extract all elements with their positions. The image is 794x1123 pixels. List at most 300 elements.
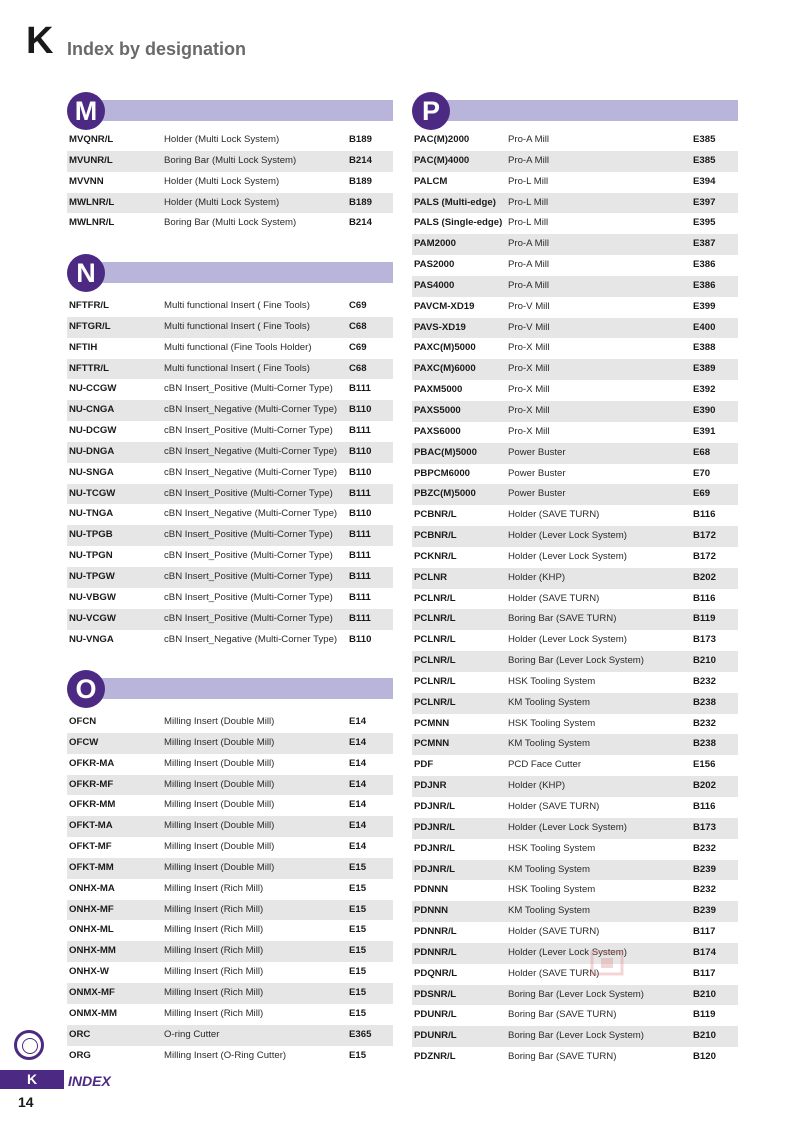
designation-cell: PDQNR/L: [414, 967, 458, 979]
name-cell: Pro-V Mill: [508, 321, 550, 333]
designation-cell: ONHX-MM: [69, 945, 116, 957]
table-row: [412, 776, 738, 797]
table-row: [412, 255, 738, 276]
designation-cell: PAS2000: [414, 259, 455, 271]
designation-cell: ORG: [69, 1049, 91, 1061]
page-ref-cell: E390: [693, 404, 716, 416]
designation-cell: PALS (Single-edge): [414, 217, 503, 229]
table-row: [412, 464, 738, 485]
table-row: [67, 400, 393, 421]
table-row: [67, 816, 393, 837]
name-cell: Milling Insert (Double Mill): [164, 861, 275, 873]
table-row: [67, 1046, 393, 1067]
name-cell: cBN Insert_Positive (Multi-Corner Type): [164, 591, 333, 603]
page-ref-cell: E69: [693, 488, 711, 500]
name-cell: Power Buster: [508, 488, 566, 500]
table-row: [412, 630, 738, 651]
designation-cell: PAC(M)4000: [414, 154, 470, 166]
name-cell: Holder (Lever Lock System): [508, 946, 627, 958]
name-cell: cBN Insert_Negative (Multi-Corner Type): [164, 508, 338, 520]
page-ref-cell: E365: [349, 1028, 372, 1040]
page-ref-cell: B111: [349, 383, 371, 395]
page-ref-cell: B210: [693, 655, 716, 667]
designation-cell: PDJNR: [414, 780, 447, 792]
designation-cell: PCMNN: [414, 738, 450, 750]
name-cell: Pro-A Mill: [508, 238, 550, 250]
designation-cell: PBPCM6000: [414, 467, 470, 479]
name-cell: Pro-A Mill: [508, 134, 550, 145]
designation-cell: MVUNR/L: [69, 154, 113, 166]
page-ref-cell: B111: [349, 550, 371, 562]
page-ref-cell: B189: [349, 175, 372, 187]
name-cell: Multi functional Insert ( Fine Tools): [164, 362, 310, 374]
table-row: [412, 985, 738, 1006]
name-cell: Pro-X Mill: [508, 342, 550, 354]
table-row: [412, 359, 738, 380]
table-row: [412, 443, 738, 464]
designation-cell: PAVS-XD19: [414, 321, 466, 333]
page-ref-cell: B120: [693, 1051, 716, 1063]
name-cell: Pro-A Mill: [508, 154, 550, 166]
chapter-letter: K: [26, 20, 54, 62]
table-row: [412, 797, 738, 818]
name-cell: PCD Face Cutter: [508, 759, 582, 771]
table-row: [67, 1025, 393, 1046]
designation-cell: PCLNR: [414, 571, 448, 583]
name-cell: Holder (SAVE TURN): [508, 926, 600, 938]
section-letter-badge: P: [412, 92, 450, 130]
name-cell: cBN Insert_Positive (Multi-Corner Type): [164, 550, 333, 562]
name-cell: Pro-X Mill: [508, 404, 550, 416]
designation-cell: PDJNR/L: [414, 801, 456, 812]
page-ref-cell: E395: [693, 217, 716, 229]
designation-cell: NFTIH: [69, 341, 98, 353]
designation-cell: MWLNR/L: [69, 217, 115, 229]
page-ref-cell: E388: [693, 342, 716, 354]
page-ref-cell: B111: [349, 570, 371, 582]
name-cell: cBN Insert_Negative (Multi-Corner Type): [164, 445, 338, 457]
table-row: [412, 734, 738, 755]
name-cell: Boring Bar (SAVE TURN): [508, 1009, 617, 1021]
page-ref-cell: B189: [349, 196, 372, 208]
name-cell: Pro-L Mill: [508, 217, 549, 229]
name-cell: Milling Insert (Rich Mill): [164, 945, 264, 957]
designation-cell: NU-TPGN: [69, 550, 113, 562]
designation-cell: NU-CNGA: [69, 404, 115, 416]
name-cell: HSK Tooling System: [508, 675, 596, 687]
name-cell: cBN Insert_Negative (Multi-Corner Type): [164, 633, 338, 645]
designation-cell: NU-DNGA: [69, 445, 115, 457]
designation-cell: PCLNR/L: [414, 613, 456, 625]
designation-cell: MVVNN: [69, 175, 104, 187]
designation-cell: MWLNR/L: [69, 196, 115, 208]
table-row: [67, 588, 393, 609]
table-row: [67, 567, 393, 588]
designation-cell: PAXS5000: [414, 404, 461, 416]
designation-cell: PALS (Multi-edge): [414, 196, 496, 208]
page-ref-cell: B232: [693, 675, 716, 687]
table-row: [412, 1005, 738, 1026]
name-cell: Milling Insert (Double Mill): [164, 778, 275, 790]
page-ref-cell: B111: [349, 487, 371, 499]
name-cell: Holder (Lever Lock System): [508, 821, 627, 833]
name-cell: Pro-X Mill: [508, 425, 550, 437]
table-row: [412, 1026, 738, 1047]
table-row: [67, 463, 393, 484]
table-row: [67, 379, 393, 400]
designation-cell: ORC: [69, 1028, 91, 1040]
name-cell: Power Buster: [508, 446, 566, 458]
table-row: [67, 525, 393, 546]
section-bar: [85, 100, 393, 121]
table-row: [412, 943, 738, 964]
name-cell: HSK Tooling System: [508, 884, 596, 896]
designation-cell: PAXS6000: [414, 425, 461, 437]
table-row: [67, 609, 393, 630]
page-title: Index by designation: [67, 39, 247, 59]
designation-cell: ONHX-W: [69, 966, 109, 978]
page-ref-cell: B202: [693, 571, 716, 583]
table-row: [67, 983, 393, 1004]
page-ref-cell: B173: [693, 821, 716, 833]
name-cell: cBN Insert_Positive (Multi-Corner Type): [164, 383, 333, 395]
name-cell: Milling Insert (Rich Mill): [164, 986, 264, 998]
page-ref-cell: B214: [349, 154, 372, 166]
designation-cell: NFTGR/L: [69, 320, 111, 332]
page-ref-cell: B239: [693, 863, 716, 875]
table-row: [412, 318, 738, 339]
index-tab-ring: [14, 1030, 44, 1060]
page-ref-cell: B232: [693, 842, 716, 854]
index-tab-letter: K: [0, 1070, 64, 1089]
table-row: [412, 880, 738, 901]
name-cell: Boring Bar (SAVE TURN): [508, 613, 617, 625]
name-cell: Pro-A Mill: [508, 279, 550, 291]
table-row: [67, 630, 393, 651]
table-row: [412, 609, 738, 630]
page-ref-cell: E14: [349, 841, 367, 853]
page-ref-cell: E15: [349, 861, 367, 873]
table-row: [412, 213, 738, 234]
designation-cell: PBZC(M)5000: [414, 488, 476, 500]
name-cell: Pro-X Mill: [508, 384, 550, 396]
page-ref-cell: B119: [693, 1009, 716, 1021]
page-ref-cell: B173: [693, 634, 716, 646]
page-ref-cell: E15: [349, 966, 367, 978]
table-row: [67, 193, 393, 214]
page-ref-cell: E385: [693, 134, 716, 145]
table-row: [67, 546, 393, 567]
section-bar: [85, 262, 393, 283]
table-row: [412, 297, 738, 318]
table-row: [412, 922, 738, 943]
table-row: [67, 1004, 393, 1025]
designation-cell: PAM2000: [414, 238, 456, 250]
page-ref-cell: B189: [349, 134, 372, 145]
page-ref-cell: B111: [349, 591, 371, 603]
designation-cell: OFKT-MA: [69, 820, 113, 832]
designation-cell: PCLNR/L: [414, 634, 456, 646]
section-letter-badge: M: [67, 92, 105, 130]
name-cell: Milling Insert (Double Mill): [164, 716, 275, 727]
section-rows-p: [412, 130, 738, 1068]
table-row: [67, 442, 393, 463]
designation-cell: ONMX-MM: [69, 1007, 117, 1019]
page-ref-cell: B110: [349, 508, 372, 520]
name-cell: HSK Tooling System: [508, 842, 596, 854]
index-tab-label: INDEX: [68, 1073, 111, 1089]
section-rows-m: [67, 130, 393, 234]
name-cell: Holder (SAVE TURN): [508, 592, 600, 604]
page-ref-cell: B214: [349, 217, 372, 229]
table-row: [412, 526, 738, 547]
name-cell: Boring Bar (SAVE TURN): [508, 1051, 617, 1063]
table-row: [412, 901, 738, 922]
name-cell: Multi functional (Fine Tools Holder): [164, 341, 312, 353]
section-rows-n: [67, 296, 393, 650]
designation-cell: MVQNR/L: [69, 134, 114, 145]
page-ref-cell: E399: [693, 300, 716, 312]
table-row: [67, 421, 393, 442]
name-cell: Holder (Multi Lock System): [164, 134, 280, 145]
designation-cell: PDNNR/L: [414, 946, 457, 958]
page-ref-cell: B116: [693, 592, 716, 604]
designation-cell: PDUNR/L: [414, 1030, 457, 1042]
designation-cell: PALCM: [414, 175, 448, 187]
table-row: [67, 130, 393, 151]
designation-cell: PDJNR/L: [414, 821, 456, 833]
page-ref-cell: B110: [349, 404, 372, 416]
name-cell: Holder (KHP): [508, 571, 566, 583]
table-row: [67, 296, 393, 317]
name-cell: cBN Insert_Positive (Multi-Corner Type): [164, 612, 333, 624]
name-cell: Pro-A Mill: [508, 259, 550, 271]
designation-cell: OFKT-MM: [69, 861, 114, 873]
designation-cell: NU-TPGB: [69, 529, 113, 541]
section-bar: [85, 678, 393, 699]
designation-cell: NU-TPGW: [69, 570, 115, 582]
designation-cell: PAXC(M)6000: [414, 363, 476, 375]
name-cell: Milling Insert (Double Mill): [164, 736, 275, 748]
page-ref-cell: E70: [693, 467, 711, 479]
page-ref-cell: B111: [349, 425, 371, 437]
name-cell: cBN Insert_Positive (Multi-Corner Type): [164, 570, 333, 582]
designation-cell: PCLNR/L: [414, 592, 456, 604]
name-cell: Boring Bar (Multi Lock System): [164, 154, 297, 166]
name-cell: Milling Insert (Rich Mill): [164, 1007, 264, 1019]
page-ref-cell: E15: [349, 986, 367, 998]
designation-cell: OFKR-MA: [69, 757, 115, 769]
page-ref-cell: E14: [349, 757, 367, 769]
designation-cell: PAXM5000: [414, 384, 463, 396]
page-ref-cell: E15: [349, 924, 367, 936]
page-ref-cell: B110: [349, 466, 372, 478]
designation-cell: NU-TNGA: [69, 508, 114, 520]
page-ref-cell: B238: [693, 696, 716, 708]
page-ref-cell: E15: [349, 903, 367, 915]
designation-cell: PCBNR/L: [414, 530, 457, 542]
designation-cell: NFTFR/L: [69, 300, 109, 311]
name-cell: Milling Insert (Rich Mill): [164, 903, 264, 915]
name-cell: cBN Insert_Positive (Multi-Corner Type): [164, 487, 333, 499]
name-cell: KM Tooling System: [508, 696, 590, 708]
name-cell: Milling Insert (Double Mill): [164, 799, 275, 811]
page-ref-cell: B116: [693, 801, 716, 812]
name-cell: Pro-L Mill: [508, 175, 549, 187]
name-cell: Multi functional Insert ( Fine Tools): [164, 300, 310, 311]
designation-cell: PAVCM-XD19: [414, 300, 475, 312]
table-row: [412, 839, 738, 860]
designation-cell: PDJNR/L: [414, 863, 456, 875]
designation-cell: ONHX-ML: [69, 924, 114, 936]
table-row: [412, 589, 738, 610]
name-cell: Milling Insert (Rich Mill): [164, 924, 264, 936]
designation-cell: ONHX-MA: [69, 882, 115, 894]
page-ref-cell: E386: [693, 279, 716, 291]
page-ref-cell: E156: [693, 759, 716, 771]
page-ref-cell: B232: [693, 884, 716, 896]
designation-cell: PDF: [414, 759, 434, 771]
page-ref-cell: C68: [349, 362, 367, 374]
designation-cell: ONMX-MF: [69, 986, 115, 998]
page-ref-cell: E15: [349, 882, 367, 894]
designation-cell: PCBNR/L: [414, 509, 457, 521]
table-row: [67, 172, 393, 193]
page-ref-cell: E385: [693, 154, 716, 166]
table-row: [67, 151, 393, 172]
name-cell: O-ring Cutter: [164, 1028, 220, 1040]
name-cell: Milling Insert (Double Mill): [164, 757, 275, 769]
page-ref-cell: B119: [693, 613, 716, 625]
table-row: [67, 733, 393, 754]
page-ref-cell: E68: [693, 446, 711, 458]
designation-cell: PDZNR/L: [414, 1051, 456, 1063]
page-ref-cell: E15: [349, 1049, 367, 1061]
designation-cell: NU-CCGW: [69, 383, 117, 395]
table-row: [67, 359, 393, 380]
name-cell: Pro-V Mill: [508, 300, 550, 312]
table-row: [67, 962, 393, 983]
designation-cell: NU-DCGW: [69, 425, 117, 437]
name-cell: Holder (SAVE TURN): [508, 801, 600, 812]
table-row: [67, 317, 393, 338]
table-row: [412, 401, 738, 422]
name-cell: Milling Insert (O-Ring Cutter): [164, 1049, 287, 1061]
designation-cell: PCMNN: [414, 717, 450, 729]
designation-cell: PDNNN: [414, 884, 449, 896]
section-bar: [430, 100, 738, 121]
table-row: [412, 964, 738, 985]
table-row: [67, 900, 393, 921]
designation-cell: PAXC(M)5000: [414, 342, 476, 354]
page-ref-cell: E15: [349, 1007, 367, 1019]
page-ref-cell: E14: [349, 736, 367, 748]
designation-cell: NU-TCGW: [69, 487, 116, 499]
name-cell: Holder (SAVE TURN): [508, 509, 600, 521]
designation-cell: PCLNR/L: [414, 675, 456, 687]
section-letter-badge: N: [67, 254, 105, 292]
page-ref-cell: E400: [693, 321, 716, 333]
designation-cell: NU-SNGA: [69, 466, 114, 478]
page-ref-cell: E386: [693, 259, 716, 271]
designation-cell: NFTTR/L: [69, 362, 109, 374]
page-ref-cell: B172: [693, 530, 716, 542]
designation-cell: OFKR-MF: [69, 778, 114, 790]
table-row: [67, 837, 393, 858]
designation-cell: OFCW: [69, 736, 99, 748]
name-cell: Milling Insert (Rich Mill): [164, 966, 264, 978]
designation-cell: PDNNN: [414, 905, 449, 917]
page-ref-cell: B116: [693, 509, 716, 521]
page-ref-cell: B172: [693, 550, 716, 562]
table-row: [67, 795, 393, 816]
page-ref-cell: C68: [349, 320, 367, 332]
designation-cell: OFKR-MM: [69, 799, 116, 811]
name-cell: cBN Insert_Negative (Multi-Corner Type): [164, 404, 338, 416]
page-ref-cell: E15: [349, 945, 367, 957]
page-ref-cell: B117: [693, 926, 716, 938]
table-row: [412, 338, 738, 359]
page-ref-cell: C69: [349, 300, 367, 311]
page-ref-cell: E392: [693, 384, 716, 396]
table-row: [412, 651, 738, 672]
table-row: [412, 234, 738, 255]
table-row: [412, 422, 738, 443]
name-cell: Holder (Lever Lock System): [508, 550, 627, 562]
page-ref-cell: B210: [693, 988, 716, 1000]
designation-cell: PBAC(M)5000: [414, 446, 477, 458]
name-cell: Milling Insert (Rich Mill): [164, 882, 264, 894]
name-cell: Milling Insert (Double Mill): [164, 841, 275, 853]
page-ref-cell: B111: [349, 529, 371, 541]
name-cell: Milling Insert (Double Mill): [164, 820, 275, 832]
designation-cell: NU-VNGA: [69, 633, 114, 645]
name-cell: Boring Bar (Multi Lock System): [164, 217, 297, 229]
table-row: [412, 505, 738, 526]
table-row: [67, 484, 393, 505]
table-row: [412, 484, 738, 505]
designation-cell: PCKNR/L: [414, 550, 457, 562]
designation-cell: PDSNR/L: [414, 988, 457, 1000]
table-row: [67, 504, 393, 525]
table-row: [412, 693, 738, 714]
name-cell: Power Buster: [508, 467, 566, 479]
designation-cell: ONHX-MF: [69, 903, 114, 915]
name-cell: HSK Tooling System: [508, 717, 596, 729]
name-cell: Boring Bar (Lever Lock System): [508, 988, 644, 1000]
page-ref-cell: B117: [693, 967, 716, 979]
name-cell: cBN Insert_Negative (Multi-Corner Type): [164, 466, 338, 478]
name-cell: Holder (KHP): [508, 780, 566, 792]
name-cell: KM Tooling System: [508, 905, 590, 917]
page-ref-cell: B110: [349, 445, 372, 457]
name-cell: cBN Insert_Positive (Multi-Corner Type): [164, 425, 333, 437]
name-cell: cBN Insert_Positive (Multi-Corner Type): [164, 529, 333, 541]
page-ref-cell: B110: [349, 633, 372, 645]
page-ref-cell: E394: [693, 175, 716, 187]
name-cell: Holder (Lever Lock System): [508, 530, 627, 542]
designation-cell: PAC(M)2000: [414, 134, 470, 145]
page-ref-cell: B202: [693, 780, 716, 792]
page-ref-cell: B210: [693, 1030, 716, 1042]
name-cell: Multi functional Insert ( Fine Tools): [164, 320, 310, 332]
designation-cell: PDNNR/L: [414, 926, 457, 938]
page-ref-cell: E14: [349, 799, 367, 811]
table-row: [412, 1047, 738, 1068]
page-ref-cell: B232: [693, 717, 716, 729]
name-cell: KM Tooling System: [508, 738, 590, 750]
designation-cell: NU-VBGW: [69, 591, 116, 603]
